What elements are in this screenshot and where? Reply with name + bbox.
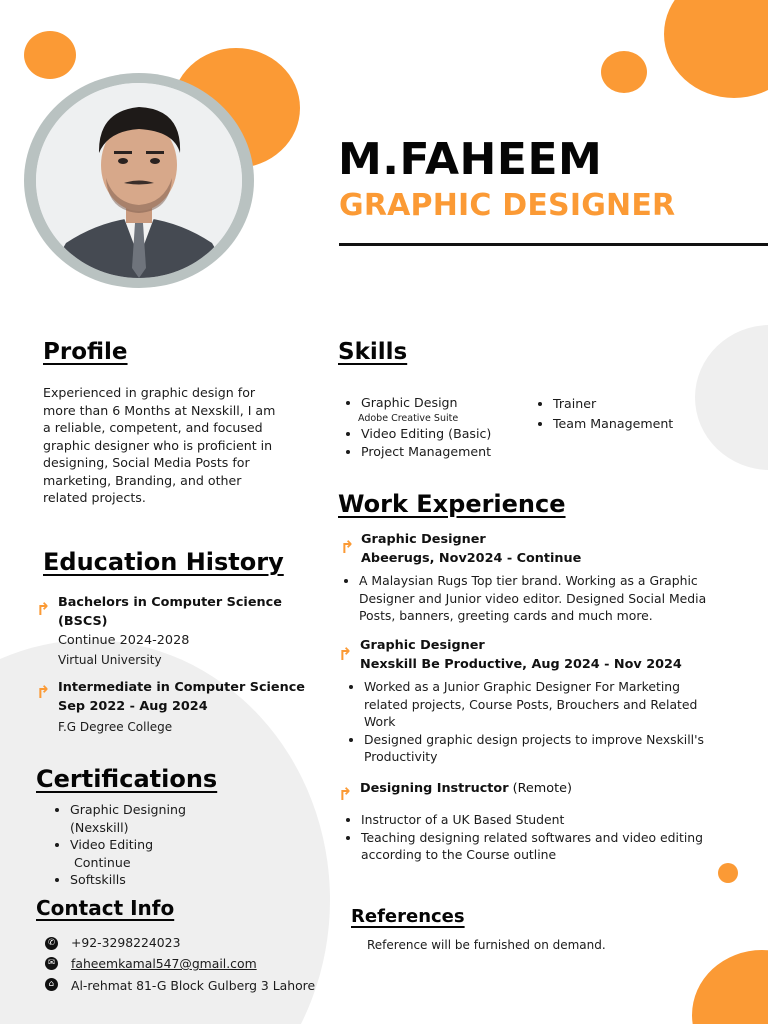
contact-address: Al-rehmat 81-G Block Gulberg 3 Lahore [71,978,316,993]
job-title [360,779,572,798]
arrow-icon: ↱ [36,600,51,620]
certification-item [70,871,234,889]
job-bullet: • Instructor of a UK Based Student [361,811,715,829]
certification-detail: Continue [70,854,131,870]
skills-list-left [345,394,525,461]
job-title-suffix: (Remote) [508,781,572,796]
education-title: Bachelors in Computer Science [58,595,282,610]
education-institute: Virtual University [58,653,162,667]
skill-label: Project Management [361,444,492,459]
skills-list-right [537,394,737,434]
skill-item [361,425,525,443]
location-icon: ⌂ [45,978,58,991]
arrow-icon: ↱ [338,785,353,805]
contact-email-link[interactable]: faheemkamal547@gmail.com [71,956,257,971]
job-title-text: Designing Instructor [360,781,509,796]
job-bullet: • A Malaysian Rugs Top tier brand. Working as a Graphic Designer and Junior video editor. Designed Social Media Posts, banners, greeting cards and much more. [359,572,713,625]
education-status: Continue 2024-2028 [58,633,190,648]
arrow-icon: ↱ [36,683,51,703]
certification-item [70,836,234,871]
skill-item [358,394,525,425]
references-heading: References [351,906,465,927]
work-heading: Work Experience [338,490,566,518]
education-title-line2: (BSCS) [58,614,108,629]
profile-text: Experienced in graphic design for more than 6 Months at Nexskill, I am a reliable, competent, and focused graphic designer who is proficient in designing, Social Media Posts for marketing, Branding, and other related projects. [43,385,276,505]
certification-name: Video Editing [70,837,154,852]
skill-item [361,443,525,461]
education-dates: Sep 2022 - Aug 2024 [58,699,208,714]
certification-detail: (Nexskill) [70,819,129,835]
job-company: Nexskill Be Productive, Aug 2024 - Nov 2024 [360,657,682,672]
certification-item [70,801,234,836]
candidate-name: M.FAHEEM [338,134,603,185]
skills-heading: Skills [338,339,408,365]
header-divider [339,243,768,246]
decor-orange-circle-small-top-left [24,31,76,79]
job-company: Abeerugs, Nov2024 - Continue [361,551,582,566]
decor-orange-dot-right [718,863,738,883]
certifications-heading: Certifications [36,765,218,793]
job-bullet: • Designed graphic design projects to improve Nexskill's Productivity [364,731,708,766]
profile-heading: Profile [43,339,128,365]
job-bullet: • Worked as a Junior Graphic Designer For Marketing related projects, Course Posts, Brouchers and Related Work [364,678,708,731]
education-title: Intermediate in Computer Science [58,680,305,695]
job-description [348,678,708,766]
certification-name: Graphic Designing [70,802,187,817]
education-heading: Education History [43,548,284,576]
portrait-illustration [36,83,242,278]
arrow-icon: ↱ [340,538,355,558]
skill-item: • Trainer [553,394,737,414]
job-description [345,811,715,864]
references-text: Reference will be furnished on demand. [367,938,606,952]
profile-photo [24,73,254,288]
decor-orange-circle-mid-top [601,51,647,93]
skill-label: Video Editing (Basic) [361,426,492,441]
candidate-role: GRAPHIC DESIGNER [339,188,676,223]
job-title: Graphic Designer [360,638,485,653]
job-bullet: • Teaching designing related softwares and video editing according to the Course outline [361,829,715,864]
certification-name: Softskills [70,872,126,887]
contact-heading: Contact Info [36,896,175,920]
decor-orange-circle-top-right [664,0,768,98]
certifications-list [54,801,234,889]
email-icon: ✉ [45,957,58,970]
arrow-icon: ↱ [338,645,353,665]
decor-orange-circle-bottom-right [692,950,768,1024]
skill-label: Graphic Design [361,395,458,410]
skill-item: • Team Management [553,414,737,434]
phone-icon: ✆ [45,937,58,950]
job-description [343,572,713,625]
contact-phone: +92-3298224023 [71,935,181,950]
education-institute: F.G Degree College [58,720,173,734]
skill-note: Adobe Creative Suite [358,413,459,424]
job-title: Graphic Designer [361,532,486,547]
profile-photo-inner [36,83,242,278]
